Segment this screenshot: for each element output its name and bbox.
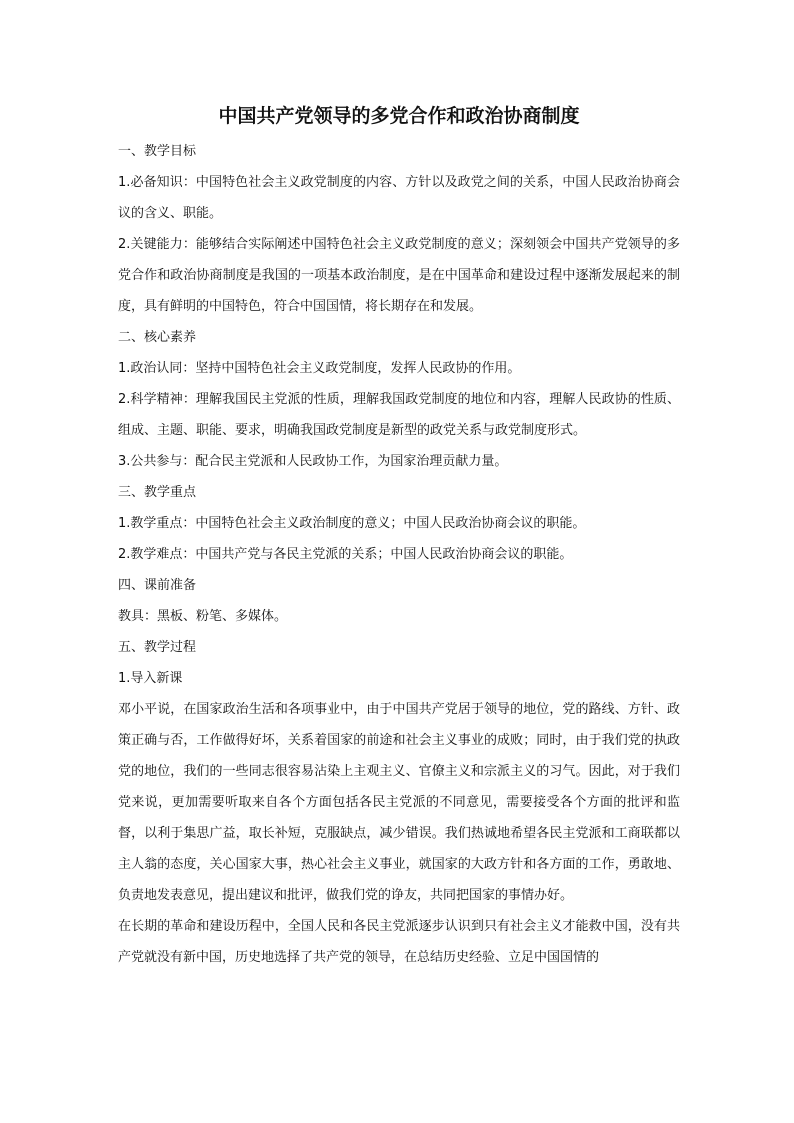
paragraph-public-participation: 3.公共参与：配合民主党派和人民政协工作，为国家治理贡献力量。 [118, 454, 508, 469]
paragraph-deng-xiaoping-quote: 邓小平说，在国家政治生活和各项事业中，由于中国共产党居于领导的地位，党的路线、方针、政策正确与否，工作做得好坏，关系着国家的前途和社会主义事业的成败；同时，由于我们党的执政党的地位，我们的一些同志很容易沾染上主观主义、官僚主义和宗派主义的习气。因此，对于我们党来说，更加需要听取来自各个方面包括各民主党派的不同意见，需要接受各个方面的批评和监督，以利于集思广益，取长补短，克服缺点，减少错误。我们热诚地希望各民主党派和工商联都以主人翁的态度，关心国家大事，热心社会主义事业，就国家的大政方针和各方面的工作，勇敢地、负责地发表意见，提出建议和批评，做我们党的诤友，共同把国家的事情办好。 [118, 702, 680, 903]
section-heading-preparation: 四、课前准备 [118, 578, 197, 593]
section-heading-core-literacy: 二、核心素养 [118, 330, 197, 345]
paragraph-scientific-spirit: 2.科学精神：理解我国民主党派的性质，理解我国政党制度的地位和内容，理解人民政协的性质、组成、主题、职能、要求，明确我国政党制度是新型的政党关系与政党制度形式。 [118, 392, 680, 438]
subheading-introduction: 1.导入新课 [118, 671, 183, 686]
section-heading-teaching-focus: 三、教学重点 [118, 485, 197, 500]
paragraph-teaching-tools: 教具：黑板、粉笔、多媒体。 [118, 609, 288, 624]
paragraph-teaching-difficulty: 2.教学难点：中国共产党与各民主党派的关系；中国人民政治协商会议的职能。 [118, 547, 573, 562]
section-heading-teaching-process: 五、教学过程 [118, 640, 197, 655]
paragraph-political-identity: 1.政治认同：坚持中国特色社会主义政党制度，发挥人民政协的作用。 [118, 361, 521, 376]
paragraph-essential-knowledge: 1.必备知识：中国特色社会主义政党制度的内容、方针以及政党之间的关系，中国人民政治协商会议的含义、职能。 [118, 175, 680, 221]
paragraph-historical-choice: 在长期的革命和建设历程中，全国人民和各民主党派逐步认识到只有社会主义才能救中国，没有共产党就没有新中国，历史地选择了共产党的领导，在总结历史经验、立足中国国情的 [118, 919, 680, 965]
section-heading-teaching-goals: 一、教学目标 [118, 144, 197, 159]
paragraph-key-abilities: 2.关键能力：能够结合实际阐述中国特色社会主义政党制度的意义；深刻领会中国共产党领导的多党合作和政治协商制度是我国的一项基本政治制度，是在中国革命和建设过程中逐渐发展起来的制度，具有鲜明的中国特色，符合中国国情，将长期存在和发展。 [118, 237, 680, 314]
document-page [118, 100, 680, 973]
document-title: 中国共产党领导的多党合作和政治协商制度 [218, 105, 580, 127]
paragraph-teaching-focus: 1.教学重点：中国特色社会主义政治制度的意义；中国人民政治协商会议的职能。 [118, 516, 586, 531]
